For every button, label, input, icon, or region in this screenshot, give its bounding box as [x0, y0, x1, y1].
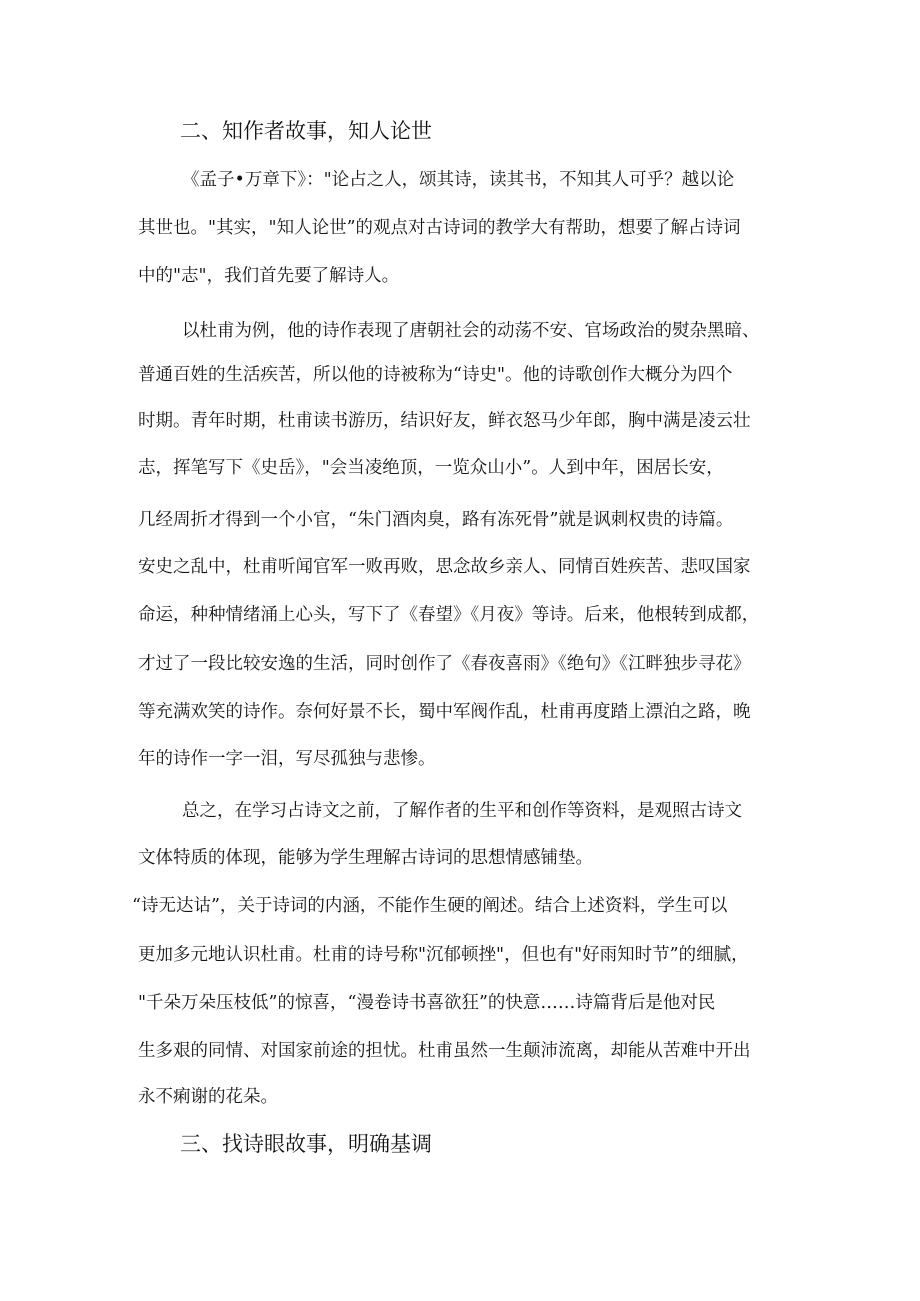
paragraph-1-line-3: 中的"志"，我们首先要了解诗人。	[138, 266, 400, 286]
paragraph-4-line-2: 更加多元地认识杜甫。杜甫的诗号称"沉郁顿挫"，但也有"好雨知时节”的细腻，	[138, 945, 749, 965]
paragraph-4-line-5: 永不痢谢的花朵。	[138, 1087, 278, 1107]
paragraph-2-line-2: 普通百姓的生活疾苦，所以他的诗被称为“诗史"。他的诗歌创作大概分为四个	[138, 365, 733, 385]
section-heading-3: 三、找诗眼故事，明确基调	[180, 1132, 432, 1156]
paragraph-1-line-1: 《孟子•万章下》："论占之人，颂其诗，读其书，不知其人可乎？越以论	[182, 170, 735, 190]
paragraph-2-line-8: 才过了一段比较安逸的生活，同时创作了《春夜喜雨》《绝句》《江畔独步寻花》	[138, 654, 751, 674]
section-heading-2: 二、知作者故事，知人论世	[180, 119, 432, 143]
paragraph-2-line-9: 等充满欢笑的诗作。奈何好景不长，蜀中军阀作乱，杜甫再度踏上漂泊之路，晚	[138, 702, 751, 722]
paragraph-4-line-1: “诗无达诂”，关于诗词的内涵，不能作生硬的阐述。结合上述资料，学生可以	[132, 896, 728, 916]
paragraph-2-line-1: 以杜甫为例，他的诗作表现了唐朝社会的动荡不安、官场政治的熨杂黑暗、	[182, 321, 760, 341]
paragraph-2-line-10: 年的诗作一字一泪，写尽孤独与悲惨。	[138, 749, 436, 769]
paragraph-4-line-3: "千朵万朵压枝低”的惊喜，“漫卷诗书喜欲狂”的快意……诗篇背后是他对民	[138, 993, 716, 1013]
paragraph-2-line-4: 志，挥笔写下《史岳》，"会当凌绝顶，一览众山小”。人到中年，困居长安，	[138, 458, 724, 478]
paragraph-4-line-4: 生多艰的同情、对国家前途的担忧。杜甫虽然一生颠沛流离，却能从苦难中开出	[138, 1041, 751, 1061]
paragraph-2-line-3: 时期。青年时期，杜甫读书游历，结识好友，鲜衣怒马少年郎，胸中满是凌云壮	[138, 411, 751, 431]
paragraph-2-line-6: 安史之乱中，杜甫听闻官军一败再败，思念故乡亲人、同情百姓疾苦、悲叹国家	[138, 557, 751, 577]
paragraph-1-line-2: 其世也。"其实，"知人论世”的观点对古诗词的教学大有帮助，想要了解占诗词	[138, 218, 741, 238]
paragraph-2-line-7: 命运，种种情绪涌上心头，写下了《春望》《月夜》等诗。后来，他根转到成都，	[138, 605, 760, 625]
paragraph-2-line-5: 几经周折才得到一个小官，“朱门酒肉臭，路有冻死骨”就是讽刺权贵的诗篇。	[138, 510, 734, 530]
paragraph-3-line-1: 总之，在学习占诗文之前，了解作者的生平和创作等资料，是观照古诗文	[182, 801, 742, 821]
paragraph-3-line-2: 文体特质的体现，能够为学生理解古诗词的思想情感铺垫。	[138, 848, 593, 868]
